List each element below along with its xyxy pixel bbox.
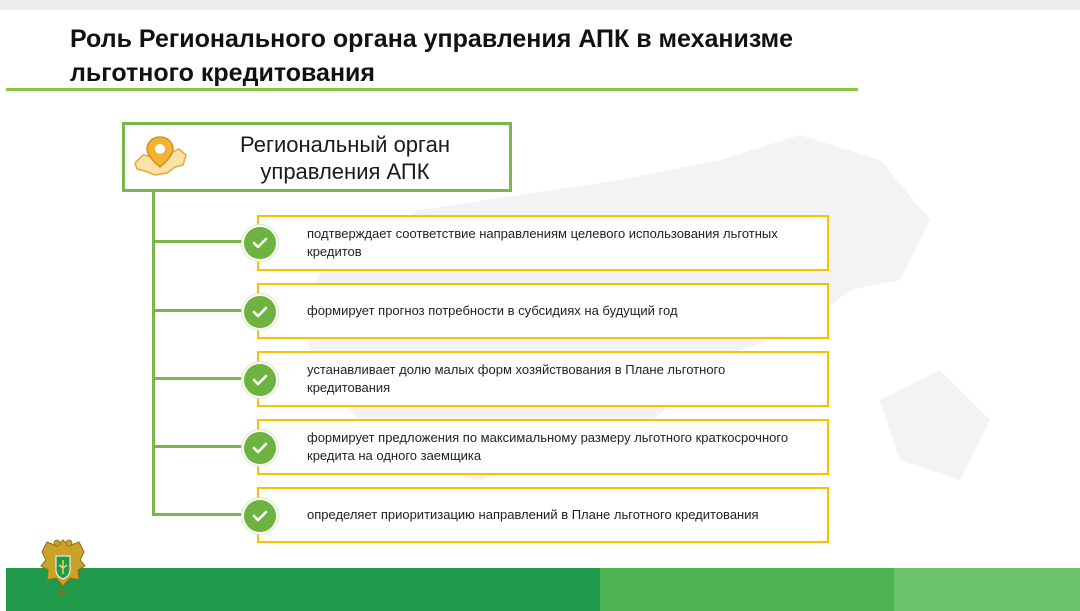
check-circle-icon [242,430,278,466]
function-card [257,487,829,543]
footer-band-dark [6,568,600,611]
check-circle-icon [242,294,278,330]
regional-authority-box [122,122,512,192]
function-card [257,215,829,271]
function-text: формирует предложения по максимальному размеру льготного краткосрочного кредита на одного заемщика [307,430,789,463]
top-strip [0,0,1080,10]
function-card [257,351,829,407]
footer-band-light [894,568,1080,611]
function-text: формирует прогноз потребности в субсидиях на будущий год [307,303,678,318]
check-circle-icon [242,498,278,534]
check-circle-icon [242,225,278,261]
function-text: определяет приоритизацию направлений в Плане льготного кредитования [307,507,759,522]
title-divider [6,88,858,91]
function-text: подтверждает соответствие направлениям целевого использования льготных кредитов [307,226,778,259]
tree-connector [152,189,155,514]
page-title: Роль Регионального органа управления АПК в механизме льготного кредитования [70,25,794,87]
russia-map-pin-icon [131,135,189,181]
function-card [257,283,829,339]
footer-band-mid [600,568,894,611]
function-card [257,419,829,475]
function-text: устанавливает долю малых форм хозяйствования в Плане льготного кредитования [307,362,726,395]
coat-of-arms-icon [38,534,88,600]
regional-authority-label: Региональный орган управления АПК [240,132,450,184]
check-circle-icon [242,362,278,398]
